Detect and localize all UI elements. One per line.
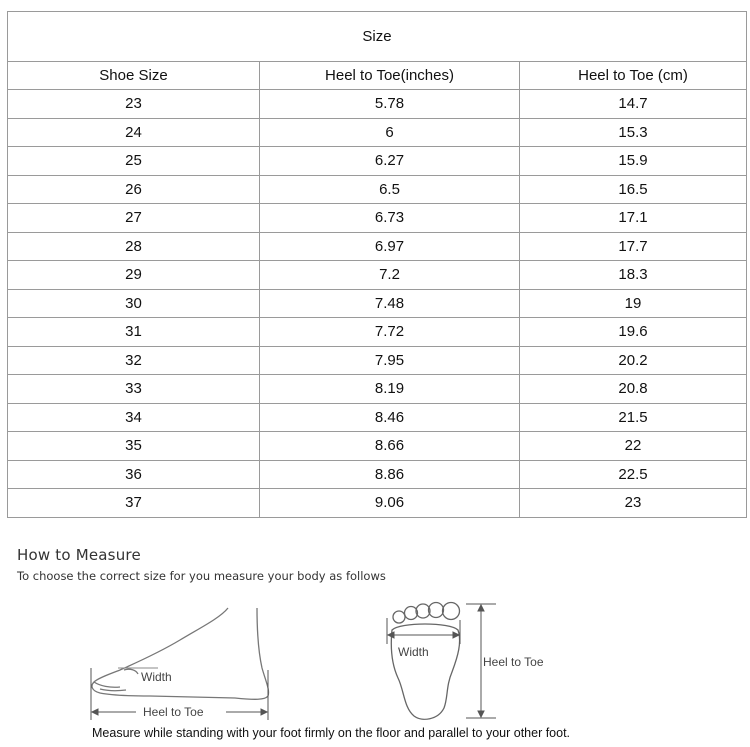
cell-heel-to-toe-inches: 7.72 (260, 318, 520, 347)
table-row (8, 118, 747, 147)
cell-shoe-size: 32 (8, 346, 260, 375)
side-width-label: Width (141, 670, 172, 684)
table-row (8, 261, 747, 290)
table-row (8, 232, 747, 261)
table-row (8, 90, 747, 119)
cell-shoe-size: 30 (8, 289, 260, 318)
cell-heel-to-toe-inches: 8.86 (260, 460, 520, 489)
header-shoe-size: Shoe Size (8, 62, 260, 90)
cell-heel-to-toe-inches: 8.66 (260, 432, 520, 461)
cell-shoe-size: 37 (8, 489, 260, 518)
cell-heel-to-toe-cm: 15.3 (520, 118, 747, 147)
cell-heel-to-toe-inches: 7.95 (260, 346, 520, 375)
cell-shoe-size: 28 (8, 232, 260, 261)
size-chart-table (7, 11, 747, 518)
cell-heel-to-toe-cm: 21.5 (520, 403, 747, 432)
cell-heel-to-toe-inches: 6.97 (260, 232, 520, 261)
foot-measure-diagram (0, 590, 750, 725)
table-header-row (8, 62, 747, 90)
cell-shoe-size: 36 (8, 460, 260, 489)
cell-heel-to-toe-cm: 22 (520, 432, 747, 461)
table-row (8, 489, 747, 518)
table-row (8, 346, 747, 375)
table-row (8, 318, 747, 347)
cell-heel-to-toe-cm: 14.7 (520, 90, 747, 119)
table-title-row (8, 12, 747, 62)
cell-heel-to-toe-inches: 7.48 (260, 289, 520, 318)
table-title: Size (8, 12, 747, 62)
sole-width-label: Width (398, 645, 429, 659)
sole-heel-to-toe-label: Heel to Toe (483, 655, 544, 669)
side-foot-illustration (92, 608, 269, 699)
header-heel-to-toe-cm: Heel to Toe (cm) (520, 62, 747, 90)
table-row (8, 375, 747, 404)
table-row (8, 460, 747, 489)
sole-foot-illustration (391, 603, 459, 720)
table-row (8, 403, 747, 432)
cell-heel-to-toe-cm: 20.2 (520, 346, 747, 375)
cell-heel-to-toe-cm: 22.5 (520, 460, 747, 489)
cell-heel-to-toe-inches: 6.5 (260, 175, 520, 204)
cell-heel-to-toe-cm: 17.7 (520, 232, 747, 261)
cell-shoe-size: 34 (8, 403, 260, 432)
cell-heel-to-toe-inches: 8.46 (260, 403, 520, 432)
table-row (8, 432, 747, 461)
header-heel-to-toe-inches: Heel to Toe(inches) (260, 62, 520, 90)
cell-shoe-size: 33 (8, 375, 260, 404)
how-to-measure-title: How to Measure (17, 546, 141, 564)
cell-heel-to-toe-inches: 5.78 (260, 90, 520, 119)
cell-heel-to-toe-inches: 6.73 (260, 204, 520, 233)
cell-heel-to-toe-inches: 9.06 (260, 489, 520, 518)
how-to-measure-subtitle: To choose the correct size for you measure your body as follows (17, 569, 386, 583)
table-row (8, 175, 747, 204)
cell-shoe-size: 23 (8, 90, 260, 119)
cell-shoe-size: 24 (8, 118, 260, 147)
cell-heel-to-toe-cm: 19 (520, 289, 747, 318)
side-heel-to-toe-label: Heel to Toe (143, 705, 204, 719)
table-row (8, 204, 747, 233)
cell-heel-to-toe-cm: 17.1 (520, 204, 747, 233)
cell-shoe-size: 29 (8, 261, 260, 290)
table-row (8, 147, 747, 176)
cell-heel-to-toe-cm: 18.3 (520, 261, 747, 290)
cell-heel-to-toe-inches: 7.2 (260, 261, 520, 290)
cell-heel-to-toe-inches: 6 (260, 118, 520, 147)
cell-shoe-size: 35 (8, 432, 260, 461)
table-row (8, 289, 747, 318)
cell-heel-to-toe-inches: 8.19 (260, 375, 520, 404)
cell-heel-to-toe-cm: 20.8 (520, 375, 747, 404)
cell-shoe-size: 26 (8, 175, 260, 204)
cell-shoe-size: 27 (8, 204, 260, 233)
cell-heel-to-toe-cm: 16.5 (520, 175, 747, 204)
cell-heel-to-toe-inches: 6.27 (260, 147, 520, 176)
cell-heel-to-toe-cm: 23 (520, 489, 747, 518)
cell-heel-to-toe-cm: 15.9 (520, 147, 747, 176)
cell-shoe-size: 25 (8, 147, 260, 176)
cell-shoe-size: 31 (8, 318, 260, 347)
measure-instruction-note: Measure while standing with your foot firmly on the floor and parallel to your other foot. (92, 726, 571, 740)
cell-heel-to-toe-cm: 19.6 (520, 318, 747, 347)
